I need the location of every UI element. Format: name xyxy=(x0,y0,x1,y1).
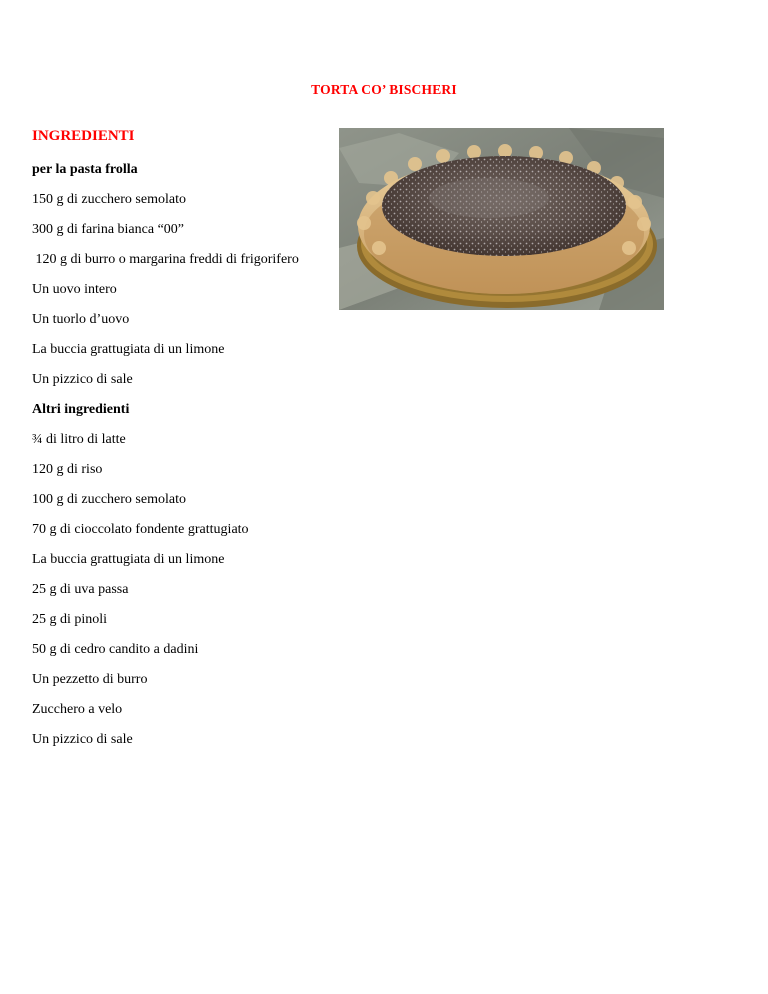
ingredient-line: 150 g di zucchero semolato xyxy=(32,192,186,207)
subheading-pasta-frolla: per la pasta frolla xyxy=(32,162,138,177)
ingredient-line: ¾ di litro di latte xyxy=(32,432,126,447)
ingredient-line: Un pezzetto di burro xyxy=(32,672,148,687)
ingredient-line: La buccia grattugiata di un limone xyxy=(32,342,225,357)
ingredient-line: 300 g di farina bianca “00” xyxy=(32,222,184,237)
ingredient-line: 25 g di pinoli xyxy=(32,612,108,627)
tart-photo xyxy=(339,128,664,310)
page-title: TORTA CO’ BISCHERI xyxy=(311,82,457,97)
ingredient-line: Un uovo intero xyxy=(32,282,117,297)
ingredient-line: 100 g di zucchero semolato xyxy=(32,492,186,507)
ingredient-line: Zucchero a velo xyxy=(32,702,123,717)
ingredient-line: 70 g di cioccolato fondente grattugiato xyxy=(32,522,249,537)
ingredient-line: 120 g di burro o margarina freddi di frigorifero xyxy=(32,252,299,267)
subheading-altri-ingredienti: Altri ingredienti xyxy=(32,402,130,417)
ingredients-list xyxy=(32,162,299,762)
ingredient-line: Un pizzico di sale xyxy=(32,372,133,387)
ingredient-line: 120 g di riso xyxy=(32,462,103,477)
ingredient-line: 25 g di uva passa xyxy=(32,582,129,597)
ingredient-line: Un pizzico di sale xyxy=(32,732,133,747)
ingredient-line: La buccia grattugiata di un limone xyxy=(32,552,225,567)
ingredient-line: Un tuorlo d’uovo xyxy=(32,312,130,327)
ingredients-heading: INGREDIENTI xyxy=(32,128,135,144)
ingredient-line: 50 g di cedro candito a dadini xyxy=(32,642,199,657)
